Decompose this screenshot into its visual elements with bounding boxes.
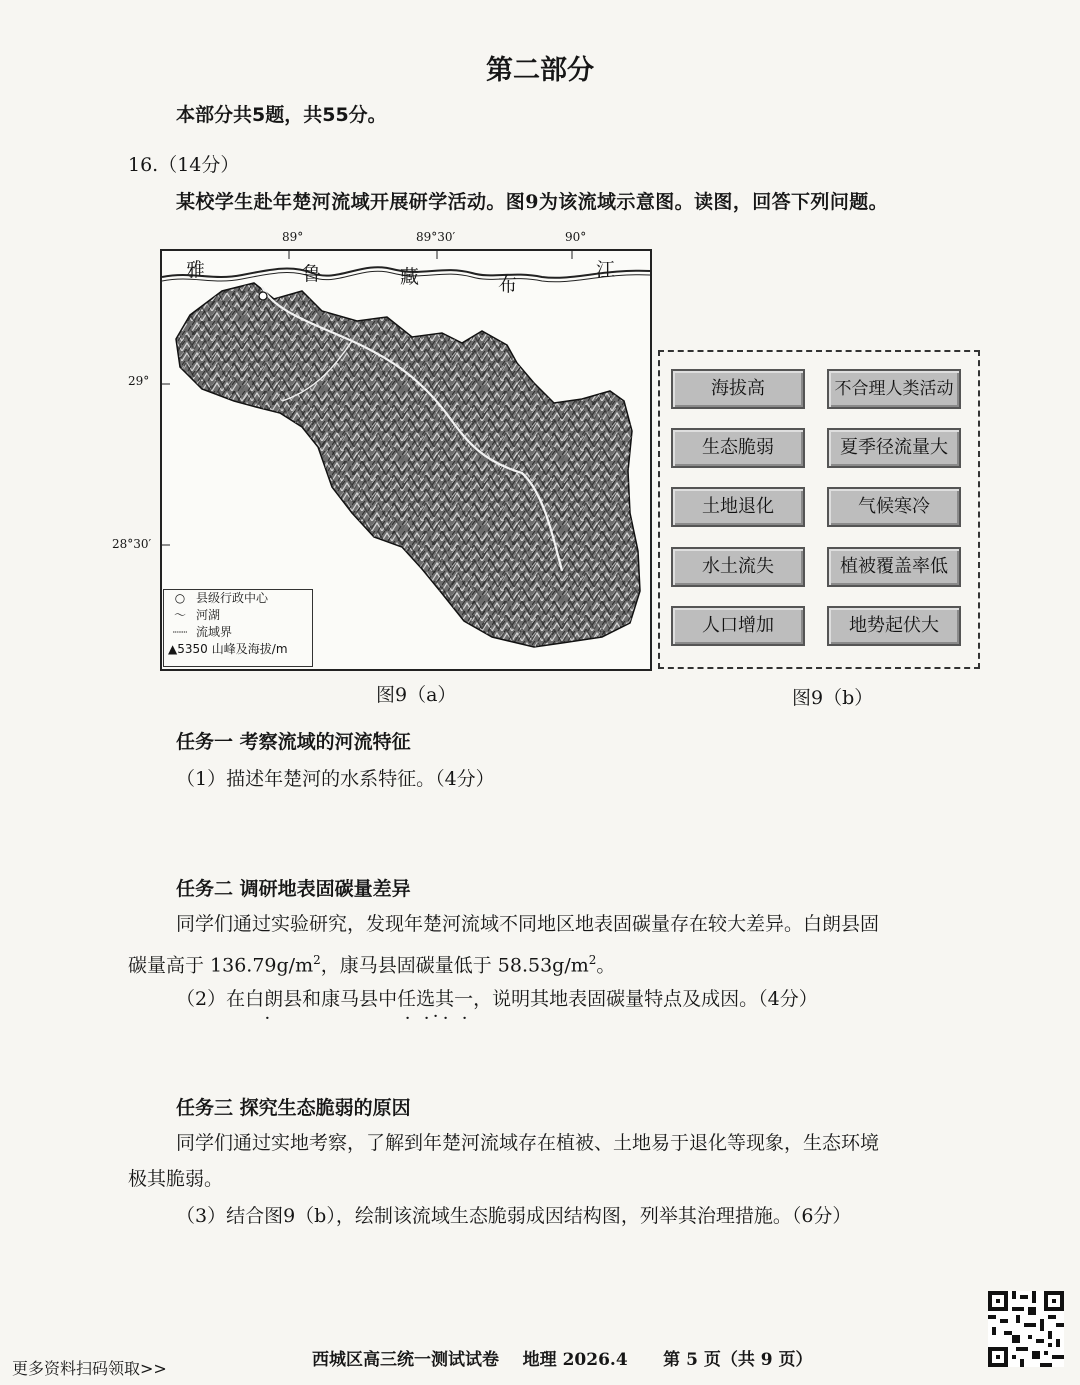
legend-item-peak [164, 641, 312, 658]
factor-box-left-4: 水土流失 [671, 547, 805, 587]
legend-item-river [164, 607, 312, 624]
task2-para-line2 [128, 947, 615, 978]
river-name-char-1: 雅 [186, 259, 206, 281]
river-name-char-5: 江 [596, 259, 616, 281]
part-title: 第二部分 [486, 55, 594, 86]
factor-box-right-2: 夏季径流量大 [827, 428, 961, 468]
legend-label: 县级行政中心 [196, 591, 269, 605]
task3-para-line1: 同学们通过实地考察，了解到年楚河流域存在植被、土地易于退化等现象，生态环境 [176, 1132, 880, 1154]
river-lake-icon: 〜 [173, 608, 186, 622]
factor-box-left-3: 土地退化 [671, 487, 805, 527]
task3-para-line2: 极其脆弱。 [128, 1168, 224, 1190]
task2-question [176, 986, 818, 1012]
factor-box-left-1: 海拔高 [671, 369, 805, 409]
factor-box-right-5: 地势起伏大 [827, 606, 961, 646]
factor-box-right-4: 植被覆盖率低 [827, 547, 961, 587]
part-note: 本部分共5题，共55分。 [176, 104, 387, 126]
emphasis-char: 一 [454, 988, 474, 1010]
lat-label-28-30: 28°30′ [112, 537, 152, 551]
text-run: 。 [596, 954, 616, 977]
task2-para-line1: 同学们通过实验研究，发现年楚河流域不同地区地表固碳量存在较大差异。白朗县固 [176, 913, 880, 935]
legend-label: 流域界 [196, 625, 233, 639]
task3-title: 任务三 探究生态脆弱的原因 [176, 1097, 411, 1119]
task3-question: （3）结合图9（b），绘制该流域生态脆弱成因结构图，列举其治理措施。（6分） [176, 1205, 852, 1227]
factor-box-left-2: 生态脆弱 [671, 428, 805, 468]
legend-item-boundary [164, 624, 312, 641]
factor-box-right-3: 气候寒冷 [827, 487, 961, 527]
county-center-icon: ○ [174, 591, 186, 605]
superscript: 2 [313, 953, 321, 967]
text-run: ，康马县固碳量低于 58.53g/m [320, 954, 589, 977]
fig-b-caption: 图9（b） [792, 687, 874, 709]
superscript: 2 [588, 953, 597, 967]
lon-label-89-30: 89°30′ [416, 230, 456, 244]
basin-boundary-icon: ┈┈ [172, 625, 188, 639]
factor-box-right-1: 不合理人类活动 [827, 369, 961, 409]
task1-question: （1）描述年楚河的水系特征。（4分） [176, 768, 495, 790]
qr-code[interactable] [988, 1291, 1064, 1367]
legend-label: 河湖 [196, 608, 221, 622]
peak-icon: ▲5350 [168, 642, 208, 656]
factor-panel [658, 350, 980, 669]
map-legend [163, 589, 313, 667]
lat-label-29: 29° [128, 374, 150, 388]
legend-item-county [164, 590, 312, 607]
river-name-char-4: 布 [498, 274, 518, 296]
text-run: 碳量高于 136.79g/m [128, 954, 314, 977]
fig-a-caption: 图9（a） [376, 684, 457, 706]
emphasis-char: 其 [435, 988, 455, 1010]
emphasis-char: 任 [397, 988, 417, 1010]
qr-code-icon [988, 1291, 1064, 1367]
question-intro: 某校学生赴年楚河流域开展研学活动。图9为该流域示意图。读图，回答下列问题。 [176, 191, 889, 213]
task1-title: 任务一 考察流域的河流特征 [176, 731, 411, 753]
text-run: ，说明其地表固碳量特点及成因。（4分） · [473, 988, 818, 1010]
factor-box-left-5: 人口增加 [671, 606, 805, 646]
river-name-char-3: 藏 [400, 266, 420, 288]
lon-label-90: 90° [565, 230, 587, 244]
task2-title: 任务二 调研地表固碳量差异 [176, 878, 411, 900]
question-number: 16.（14分） [128, 154, 240, 176]
river-name-char-2: 鲁 [302, 263, 322, 285]
page-footer: 西城区高三统一测试试卷 地理 2026.4 第 5 页（共 9 页） [312, 1350, 813, 1370]
lon-label-89: 89° [282, 230, 304, 244]
emphasis-char: 选 [416, 988, 436, 1010]
text-run: （2）在白朗县和康马县中 · [176, 988, 397, 1010]
legend-label: 山峰及海拔/m [211, 642, 288, 656]
more-resources-link[interactable]: 更多资料扫码领取>> [12, 1359, 167, 1378]
